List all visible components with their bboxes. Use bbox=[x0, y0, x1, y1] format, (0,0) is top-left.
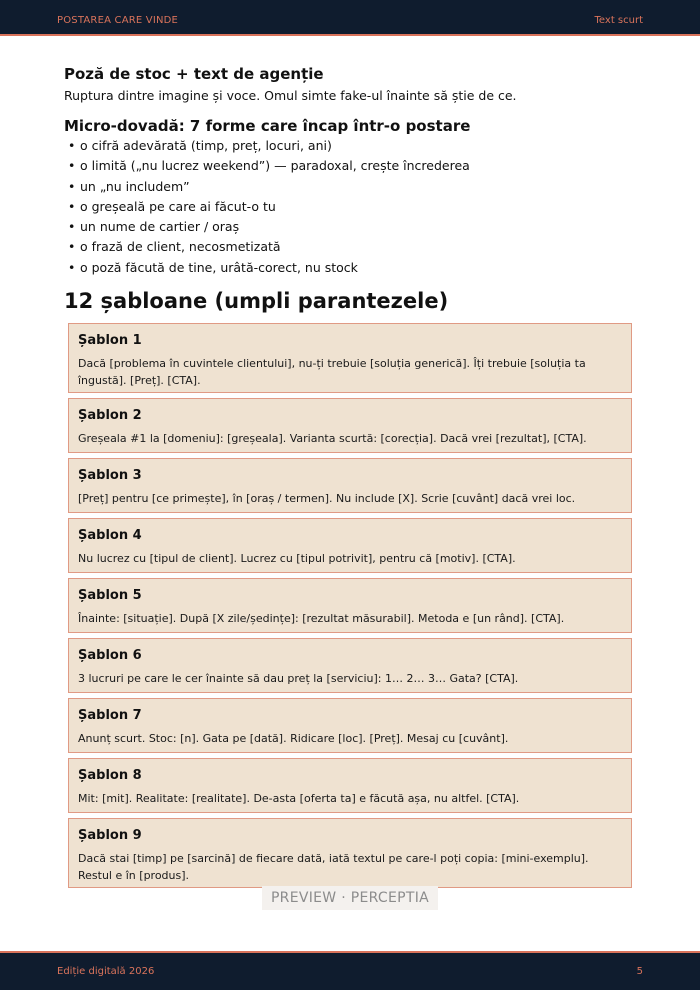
template-body: Anunț scurt. Stoc: [n]. Gata pe [dată]. Ridicare [loc]. [Preț]. Mesaj cu [cuvânt]. bbox=[78, 732, 509, 745]
template-card bbox=[68, 458, 632, 513]
template-card bbox=[68, 323, 632, 393]
template-body: Dacă [problema în cuvintele clientului], nu-ți trebuie [soluția generică]. Îți trebuie [soluția ta îngustă]. [Preț]. [CTA]. bbox=[78, 357, 586, 387]
template-card bbox=[68, 638, 632, 693]
template-body: Înainte: [situație]. După [X zile/ședințe]: [rezultat măsurabil]. Metoda e [un rând]. [CTA]. bbox=[78, 612, 565, 625]
list-item: • o frază de client, necosmetizată bbox=[64, 239, 470, 259]
template-card bbox=[68, 758, 632, 813]
template-title: Șablon 2 bbox=[78, 408, 142, 423]
preview-watermark: PREVIEW · PERCEPTIA bbox=[262, 886, 438, 910]
template-title: Șablon 4 bbox=[78, 528, 142, 543]
template-card bbox=[68, 818, 632, 888]
stock-text: Ruptura dintre imagine și voce. Omul simte fake-ul înainte să știe de ce. bbox=[64, 88, 517, 103]
template-card bbox=[68, 518, 632, 573]
list-item: • o greșeală pe care ai făcut-o tu bbox=[64, 199, 470, 219]
template-body: 3 lucruri pe care le cer înainte să dau preț la [serviciu]: 1… 2… 3… Gata? [CTA]. bbox=[78, 672, 519, 685]
list-item: • un „nu includem” bbox=[64, 179, 470, 199]
template-card bbox=[68, 698, 632, 753]
header-section: Text scurt bbox=[594, 15, 643, 26]
micro-heading: Micro-dovadă: 7 forme care încap într-o postare bbox=[64, 117, 471, 135]
template-body: Dacă stai [timp] pe [sarcină] de fiecare dată, iată textul pe care-l poți copia: [mini-exemplu]. Restul e în [produs]. bbox=[78, 852, 589, 882]
template-body: Greșeala #1 la [domeniu]: [greșeala]. Varianta scurtă: [corecția]. Dacă vrei [rezultat], [CTA]. bbox=[78, 432, 587, 445]
template-body: Mit: [mit]. Realitate: [realitate]. De-asta [oferta ta] e făcută așa, nu altfel. [CTA]. bbox=[78, 792, 520, 805]
micro-list bbox=[64, 138, 470, 280]
list-item: • o limită („nu lucrez weekend”) — paradoxal, crește încrederea bbox=[64, 158, 470, 178]
page-footer bbox=[0, 951, 700, 990]
list-item: • un nume de cartier / oraș bbox=[64, 219, 470, 239]
page-number: 5 bbox=[636, 966, 643, 977]
template-title: Șablon 9 bbox=[78, 828, 142, 843]
template-title: Șablon 1 bbox=[78, 333, 142, 348]
template-card bbox=[68, 578, 632, 633]
template-title: Șablon 3 bbox=[78, 468, 142, 483]
template-title: Șablon 6 bbox=[78, 648, 142, 663]
template-body: [Preț] pentru [ce primește], în [oraș / termen]. Nu include [X]. Scrie [cuvânt] dacă vrei loc. bbox=[78, 492, 576, 505]
template-title: Șablon 8 bbox=[78, 768, 142, 783]
list-item: • o poză făcută de tine, urâtă-corect, nu stock bbox=[64, 260, 470, 280]
footer-edition: Ediție digitală 2026 bbox=[57, 966, 155, 977]
header-title: POSTAREA CARE VINDE bbox=[57, 15, 179, 26]
template-body: Nu lucrez cu [tipul de client]. Lucrez cu [tipul potrivit], pentru că [motiv]. [CTA]. bbox=[78, 552, 516, 565]
list-item: • o cifră adevărată (timp, preț, locuri, ani) bbox=[64, 138, 470, 158]
template-title: Șablon 7 bbox=[78, 708, 142, 723]
templates-heading: 12 șabloane (umpli parantezele) bbox=[64, 289, 449, 313]
stock-heading: Poză de stoc + text de agenție bbox=[64, 65, 324, 83]
template-card bbox=[68, 398, 632, 453]
template-title: Șablon 5 bbox=[78, 588, 142, 603]
page-header bbox=[0, 0, 700, 36]
